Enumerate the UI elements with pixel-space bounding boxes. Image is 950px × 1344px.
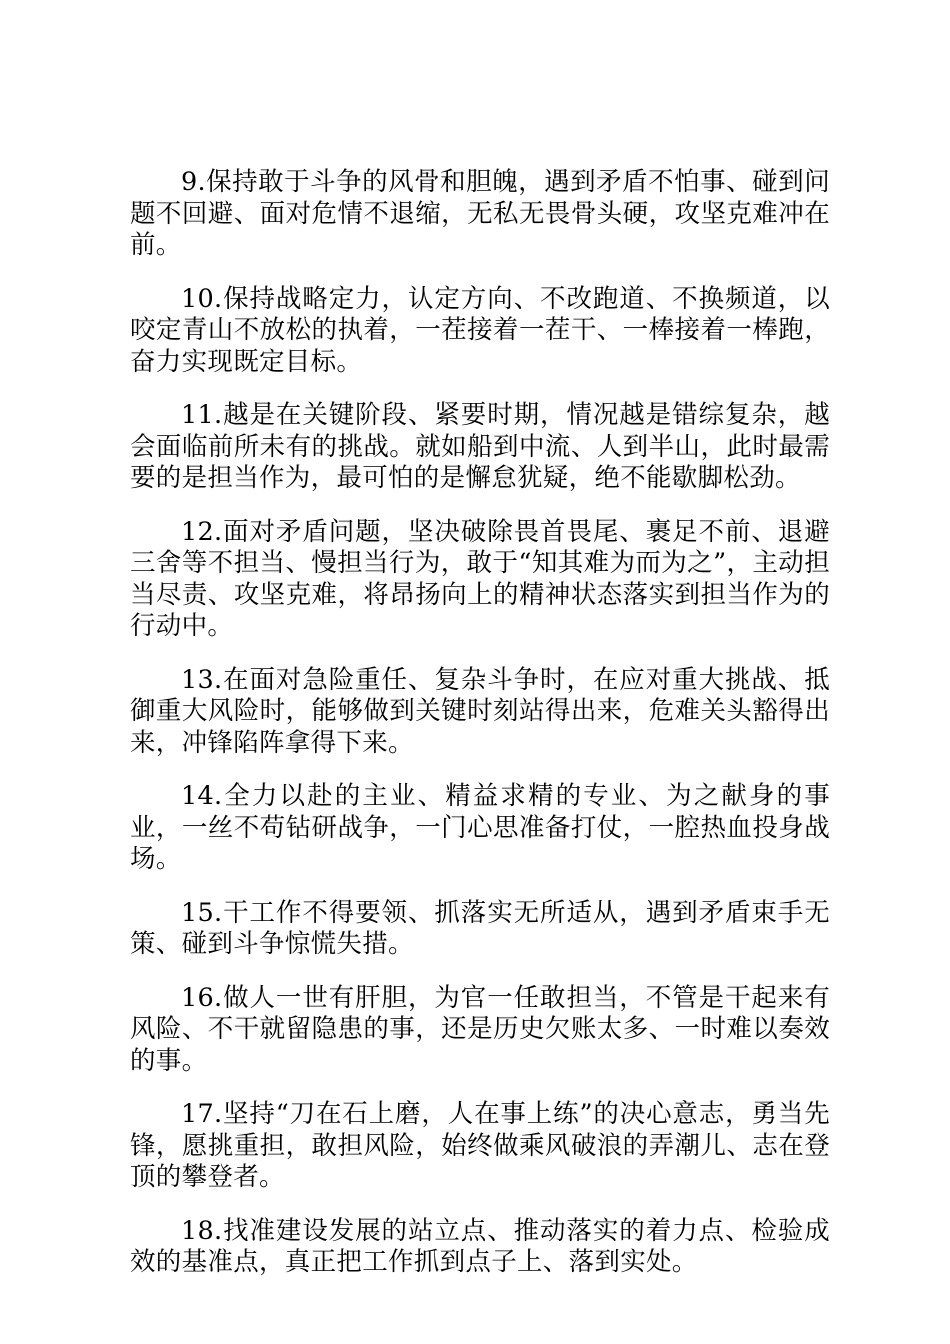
paragraph-14: 14.全力以赴的主业、精益求精的专业、为之献身的事业，一丝不苟钻研战争，一门心思准备打仗，一腔热血投身战场。	[130, 781, 830, 874]
paragraph-10: 10.保持战略定力，认定方向、不改跑道、不换频道，以咬定青山不放松的执着，一茬接着一茬干、一棒接着一棒跑，奋力实现既定目标。	[130, 283, 830, 377]
paragraph-13: 13.在面对急险重任、复杂斗争时，在应对重大挑战、抵御重大风险时，能够做到关键时刻站得出来，危难关头豁得出来，冲锋陷阵拿得下来。	[130, 664, 830, 758]
paragraph-12: 12.面对矛盾问题，坚决破除畏首畏尾、裹足不前、退避三舍等不担当、慢担当行为，敢于“知其难为而为之”，主动担当尽责、攻坚克难，将昂扬向上的精神状态落实到担当作为的行动中。	[130, 516, 830, 641]
paragraph-9: 9.保持敢于斗争的风骨和胆魄，遇到矛盾不怕事、碰到问题不回避、面对危情不退缩，无私无畏骨头硬，攻坚克难冲在前。	[130, 167, 830, 260]
document-body	[130, 167, 830, 1301]
paragraph-16: 16.做人一世有肝胆，为官一任敢担当，不管是干起来有风险、不干就留隐患的事，还是历史欠账太多、一时难以奏效的事。	[130, 982, 830, 1076]
paragraph-17: 17.坚持“刀在石上磨，人在事上练”的决心意志，勇当先锋，愿挑重担，敢担风险，始终做乘风破浪的弄潮儿、志在登顶的攀登者。	[130, 1099, 830, 1192]
paragraph-11: 11.越是在关键阶段、紧要时期，情况越是错综复杂，越会面临前所未有的挑战。就如船到中流、人到半山，此时最需要的是担当作为，最可怕的是懈怠犹疑，绝不能歇脚松劲。	[130, 400, 830, 493]
paragraph-18: 18.找准建设发展的站立点、推动落实的着力点、检验成效的基准点，真正把工作抓到点子上、落到实处。	[130, 1215, 830, 1277]
paragraph-15: 15.干工作不得要领、抓落实无所适从，遇到矛盾束手无策、碰到斗争惊慌失措。	[130, 897, 830, 959]
